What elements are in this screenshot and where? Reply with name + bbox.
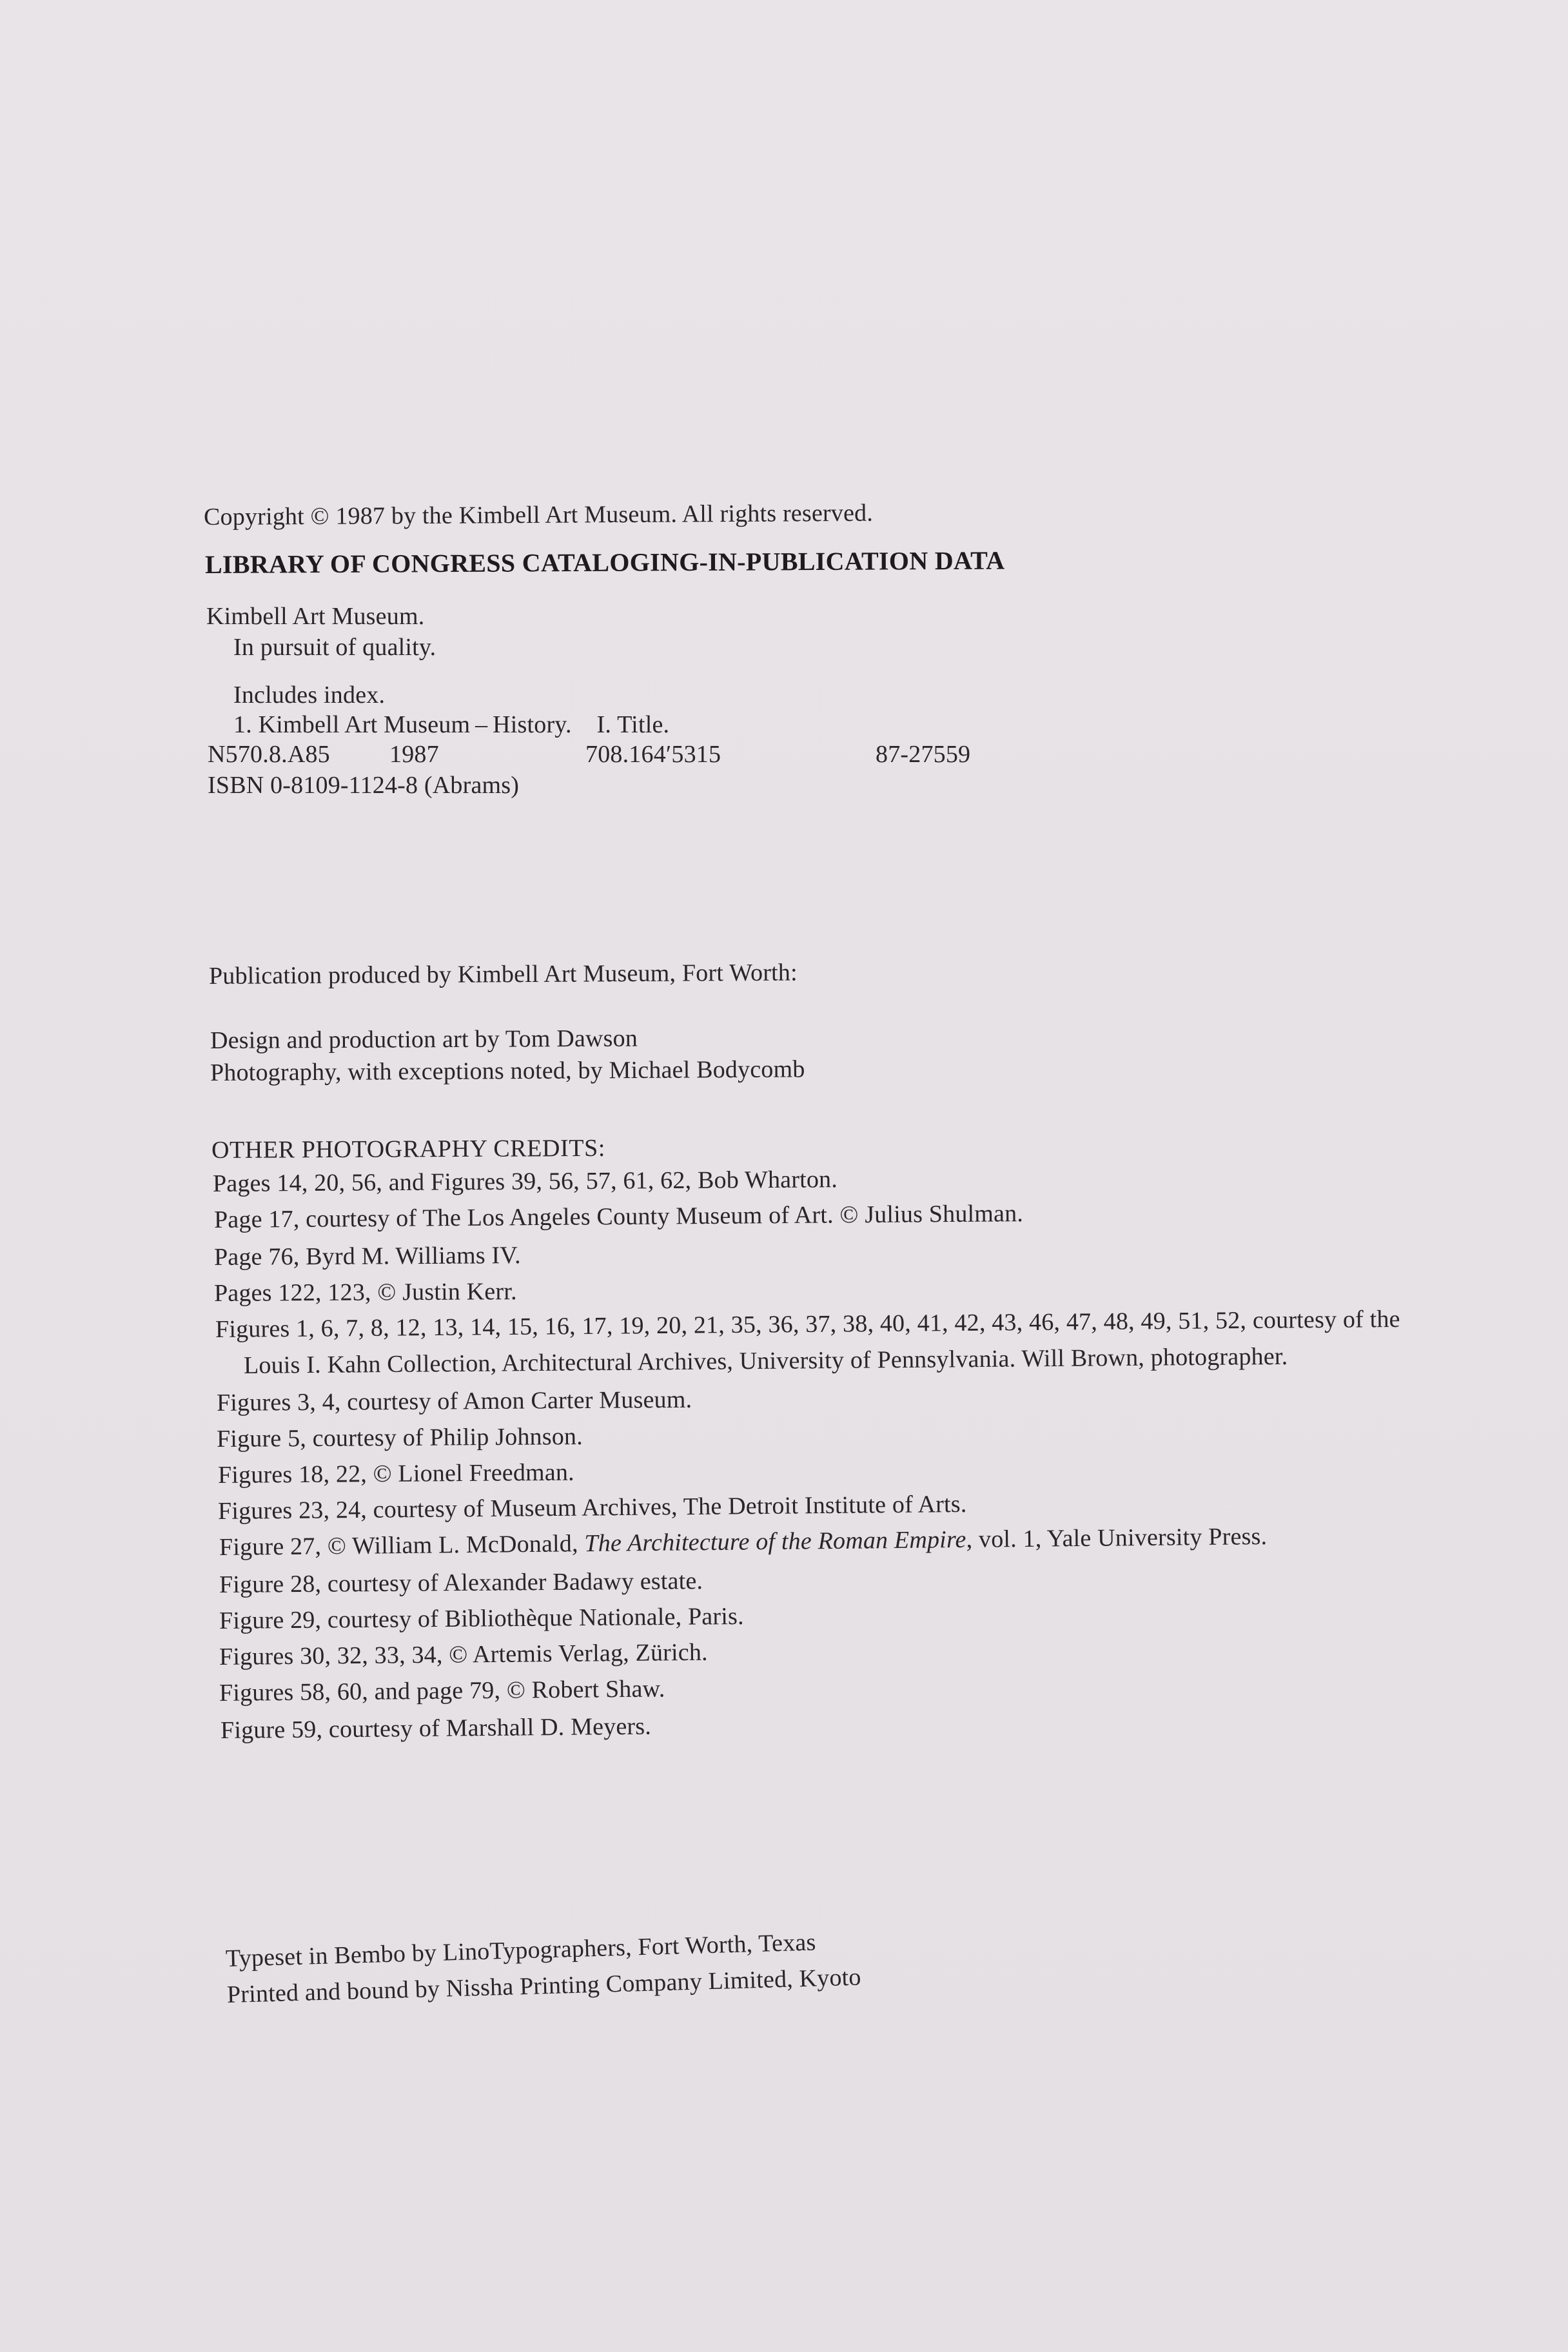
production-design: Design and production art by Tom Dawson	[210, 1024, 638, 1054]
credit-item-continuation: Louis I. Kahn Collection, Architectural Archives, University of Pennsylvania. Will Brown, photographer.	[243, 1342, 1288, 1379]
cip-subjects: 1. Kimbell Art Museum – History. I. Title.	[233, 711, 670, 738]
credit-mcdonald-prefix: Figure 27, © William L. McDonald,	[219, 1530, 585, 1561]
credit-item: Figures 23, 24, courtesy of Museum Archives, The Detroit Institute of Arts.	[217, 1490, 967, 1525]
cip-lccn: 87-27559	[876, 741, 971, 768]
cip-isbn: ISBN 0-8109-1124-8 (Abrams)	[208, 772, 520, 799]
credits-heading: OTHER PHOTOGRAPHY CREDITS:	[211, 1134, 606, 1164]
colophon-printed: Printed and bound by Nissha Printing Company Limited, Kyoto	[226, 1963, 862, 2008]
cip-title: In pursuit of quality.	[233, 634, 436, 661]
cip-note: Includes index.	[233, 681, 386, 709]
credit-item: Figures 18, 22, © Lionel Freedman.	[217, 1458, 574, 1489]
credit-item: Figures 30, 32, 33, 34, © Artemis Verlag, Zürich.	[219, 1638, 708, 1671]
colophon-typeset: Typeset in Bembo by LinoTypographers, Fort Worth, Texas	[225, 1928, 816, 1972]
credit-item: Figures 1, 6, 7, 8, 12, 13, 14, 15, 16, 17, 19, 20, 21, 35, 36, 37, 38, 40, 41, 42, 43, 46, 47, 48, 49, 51, 52, courtesy of the	[215, 1305, 1400, 1343]
credit-item: Page 17, courtesy of The Los Angeles County Museum of Art. © Julius Shulman.	[213, 1200, 1024, 1233]
production-photography: Photography, with exceptions noted, by Michael Bodycomb	[210, 1055, 805, 1086]
credit-item-mcdonald	[219, 1521, 1268, 1563]
cip-author: Kimbell Art Museum.	[206, 603, 425, 630]
credit-item: Figure 29, courtesy of Bibliothèque Nationale, Paris.	[219, 1602, 744, 1634]
credit-item: Page 76, Byrd M. Williams IV.	[213, 1242, 521, 1271]
credit-item: Pages 122, 123, © Justin Kerr.	[213, 1278, 517, 1307]
credit-item: Figures 58, 60, and page 79, © Robert Shaw.	[219, 1675, 665, 1707]
cip-dewey: 708.164′5315	[585, 741, 721, 768]
credit-mcdonald-suffix: , vol. 1, Yale University Press.	[966, 1522, 1268, 1553]
cip-heading: LIBRARY OF CONGRESS CATALOGING-IN-PUBLICATION DATA	[204, 545, 1005, 579]
cip-year: 1987	[389, 741, 439, 768]
credit-item: Figure 59, courtesy of Marshall D. Meyers.	[220, 1712, 652, 1744]
credit-item: Figure 5, courtesy of Philip Johnson.	[216, 1423, 583, 1453]
credit-mcdonald-book-title: The Architecture of the Roman Empire	[584, 1525, 966, 1558]
credit-item: Figure 28, courtesy of Alexander Badawy estate.	[219, 1567, 703, 1598]
cip-call-number: N570.8.A85	[208, 741, 330, 768]
production-producer: Publication produced by Kimbell Art Museum, Fort Worth:	[208, 959, 798, 990]
copyright-line: Copyright © 1987 by the Kimbell Art Museum. All rights reserved.	[203, 499, 874, 531]
cip-classification-row	[208, 739, 1046, 770]
credit-item: Figures 3, 4, courtesy of Amon Carter Museum.	[216, 1386, 692, 1416]
credit-item: Pages 14, 20, 56, and Figures 39, 56, 57, 61, 62, Bob Wharton.	[212, 1166, 838, 1197]
